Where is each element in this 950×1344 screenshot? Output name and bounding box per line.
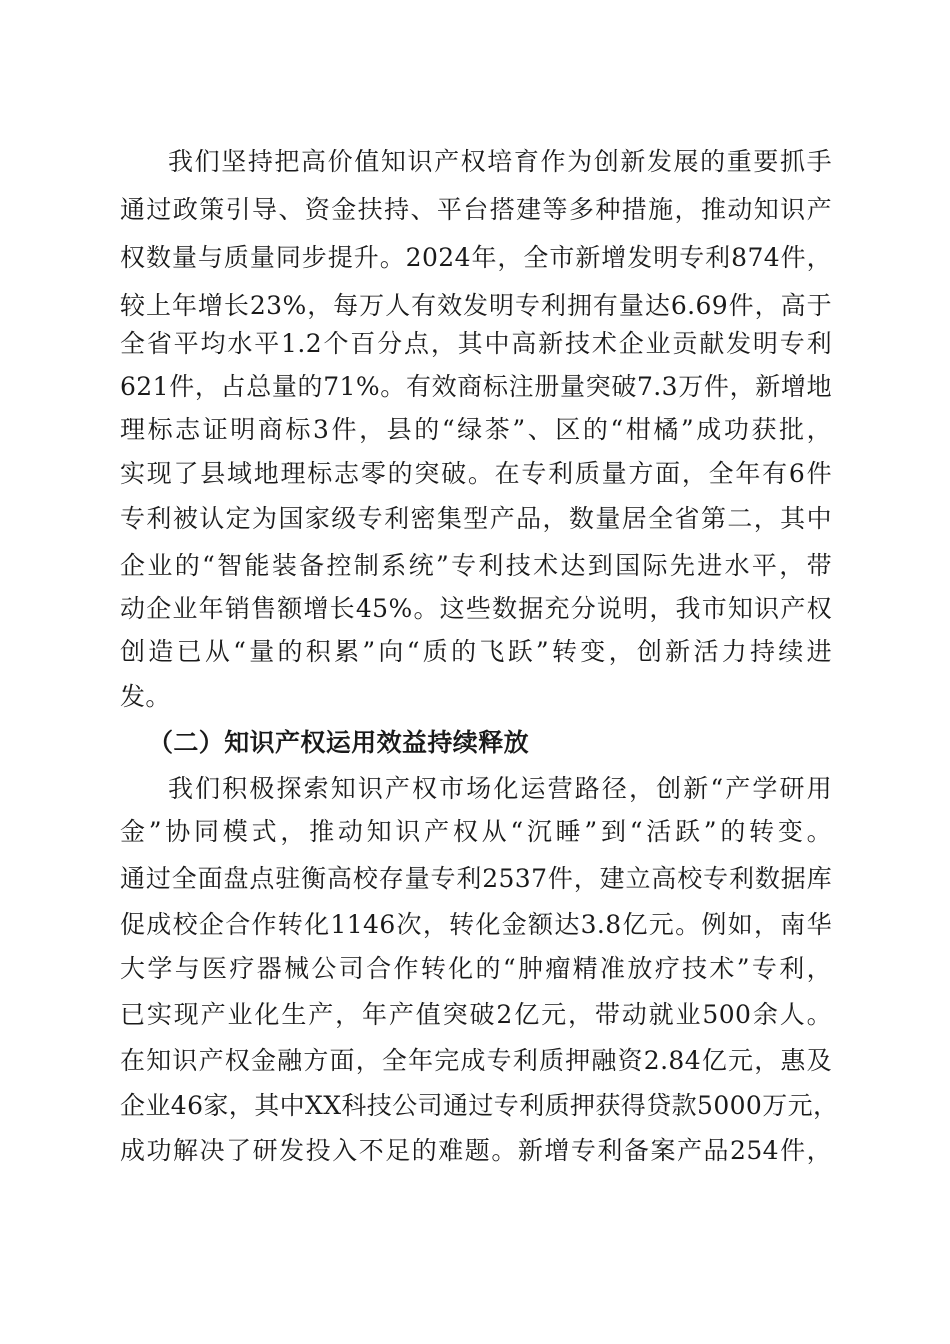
paragraph-line: 大学与医疗器械公司合作转化的“肿瘤精准放疗技术”专利，: [120, 954, 832, 983]
paragraph-line: 企业46家，其中XX科技公司通过专利质押获得贷款5000万元，: [120, 1091, 839, 1120]
paragraph-line: 通过政策引导、资金扶持、平台搭建等多种措施，推动知识产: [120, 195, 832, 224]
paragraph-line: 通过全面盘点驻衡高校存量专利2537件，建立高校专利数据库: [120, 864, 832, 893]
paragraph-line: 发。: [120, 682, 171, 711]
paragraph-line: 金”协同模式，推动知识产权从“沉睡”到“活跃”的转变。: [120, 817, 832, 846]
paragraph-line: 创造已从“量的积累”向“质的飞跃”转变，创新活力持续进: [120, 637, 832, 666]
paragraph-line: 较上年增长23%，每万人有效发明专利拥有量达6.69件，高于: [120, 291, 832, 320]
paragraph-line: 我们坚持把高价值知识产权培育作为创新发展的重要抓手: [168, 147, 832, 176]
paragraph-line: 我们积极探索知识产权市场化运营路径，创新“产学研用: [168, 774, 832, 803]
section-heading: （二）知识产权运用效益持续释放: [148, 728, 530, 757]
paragraph-line: 动企业年销售额增长45%。这些数据充分说明，我市知识产权: [120, 594, 832, 623]
paragraph-line: 企业的“智能装备控制系统”专利技术达到国际先进水平，带: [120, 551, 832, 580]
paragraph-line: 权数量与质量同步提升。2024年，全市新增发明专利874件，: [120, 243, 832, 272]
paragraph-line: 实现了县域地理标志零的突破。在专利质量方面，全年有6件: [120, 459, 832, 488]
paragraph-line: 已实现产业化生产，年产值突破2亿元，带动就业500余人。: [120, 1000, 832, 1029]
paragraph-line: 621件，占总量的71%。有效商标注册量突破7.3万件，新增地: [120, 372, 832, 401]
paragraph-line: 成功解决了研发投入不足的难题。新增专利备案产品254件，: [120, 1136, 832, 1165]
paragraph-line: 全省平均水平1.2个百分点，其中高新技术企业贡献发明专利: [120, 329, 832, 358]
paragraph-line: 理标志证明商标3件，县的“绿茶”、区的“柑橘”成功获批，: [120, 415, 832, 444]
paragraph-line: 在知识产权金融方面，全年完成专利质押融资2.84亿元，惠及: [120, 1046, 832, 1075]
paragraph-line: 促成校企合作转化1146次，转化金额达3.8亿元。例如，南华: [120, 910, 832, 939]
paragraph-line: 专利被认定为国家级专利密集型产品，数量居全省第二，其中: [120, 504, 832, 533]
